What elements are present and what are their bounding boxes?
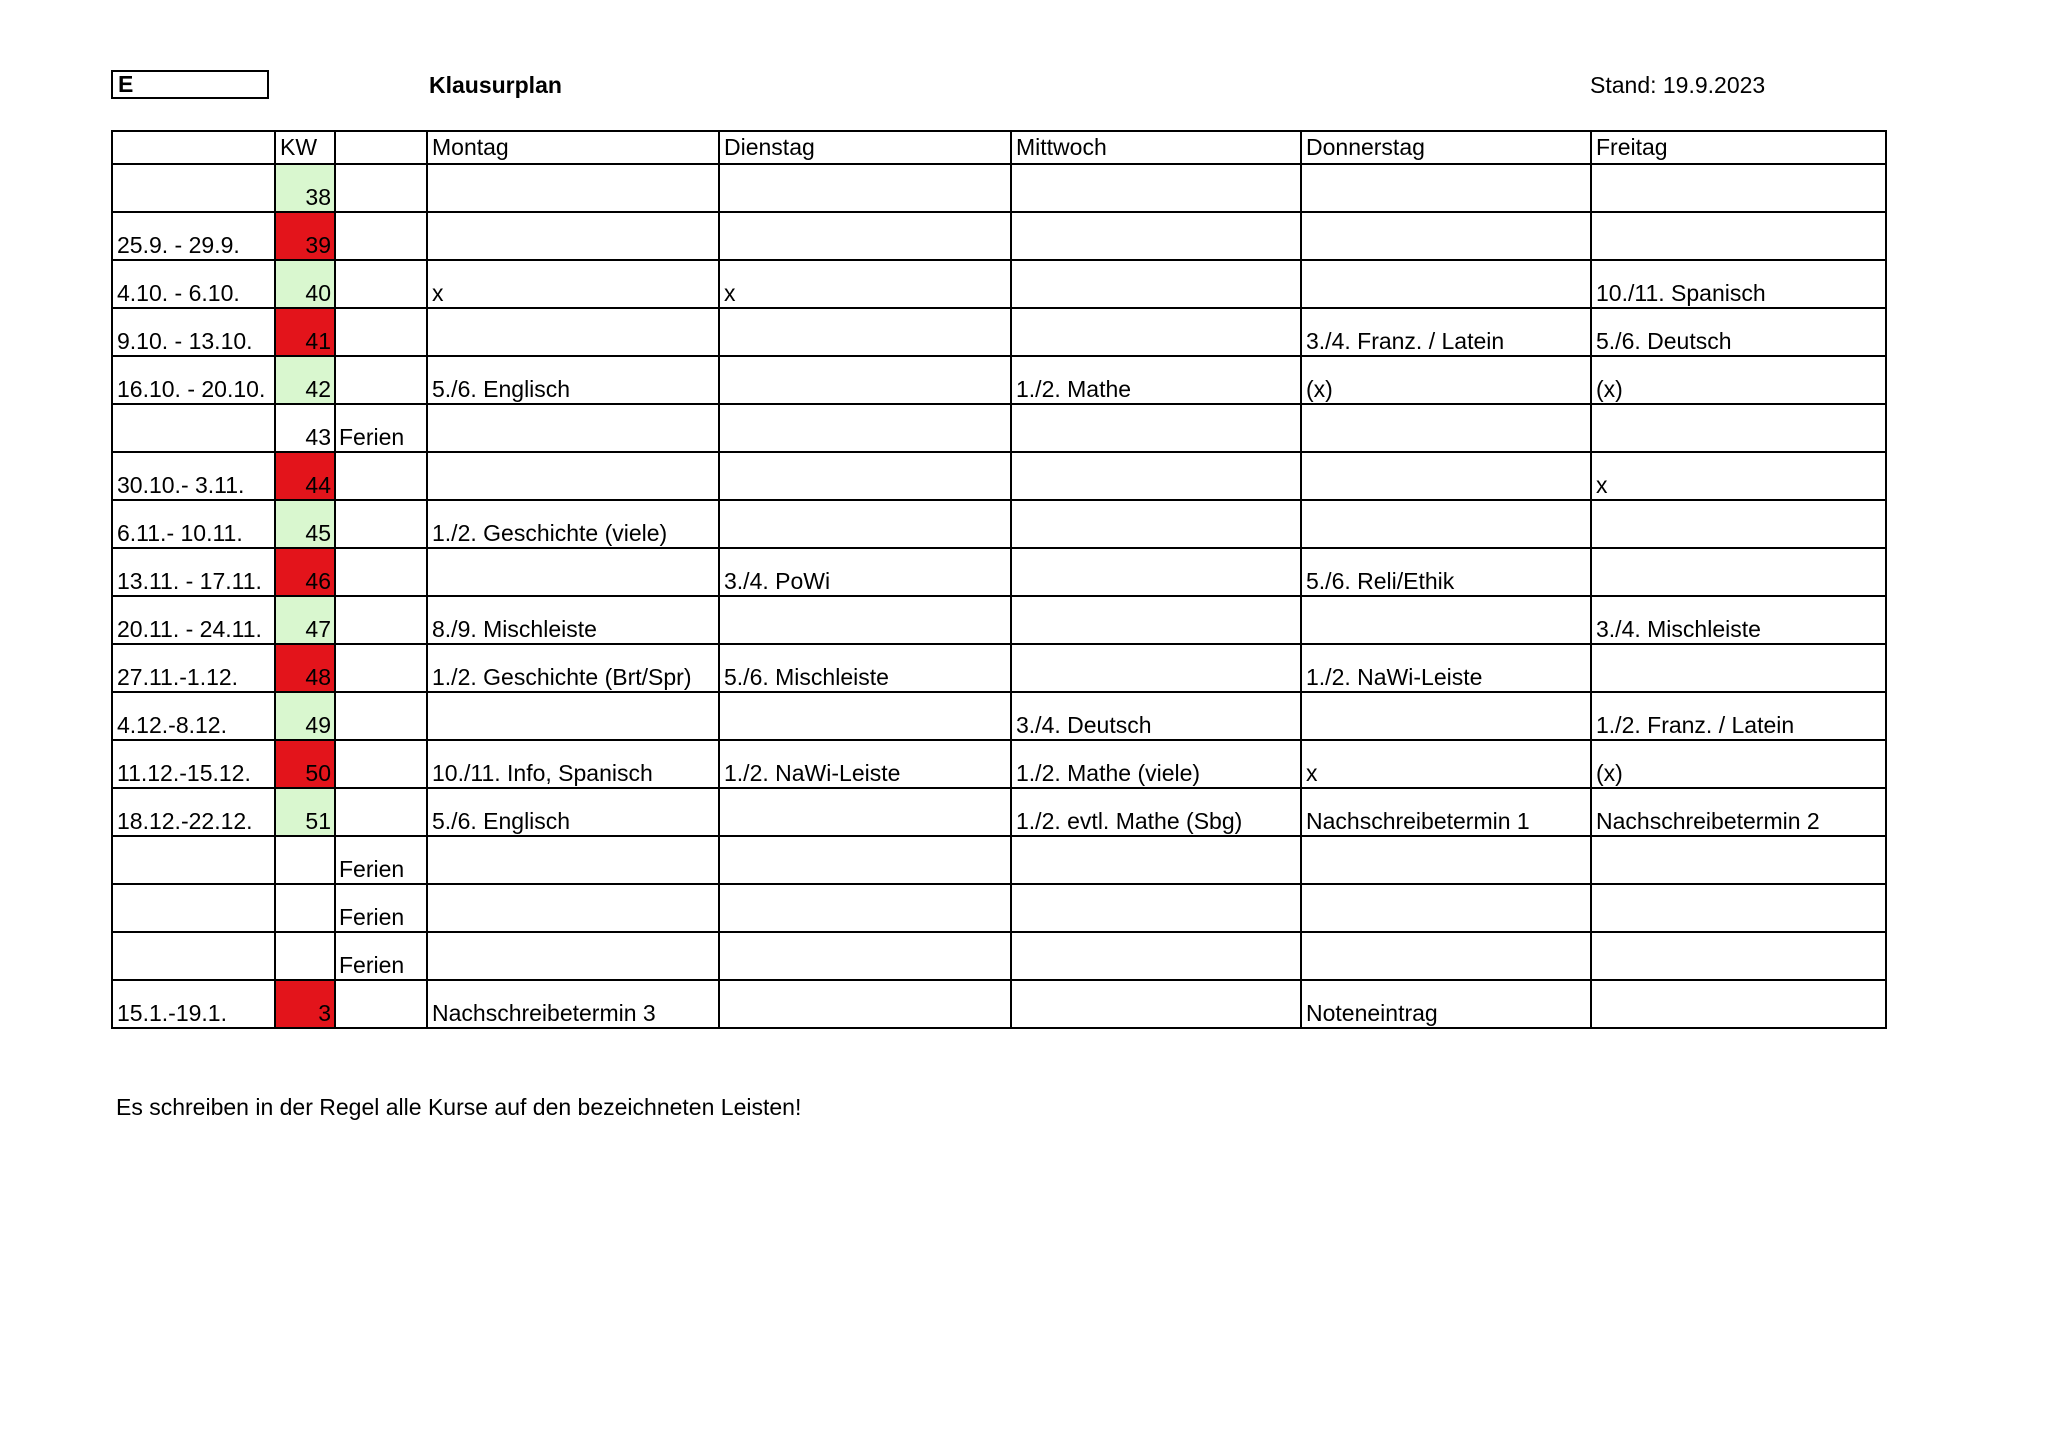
header-thursday: Donnerstag [1301, 131, 1591, 164]
note-cell: Ferien [335, 404, 427, 452]
thursday-cell: x [1301, 740, 1591, 788]
thursday-cell: (x) [1301, 356, 1591, 404]
friday-cell: 3./4. Mischleiste [1591, 596, 1886, 644]
note-cell: Ferien [335, 884, 427, 932]
exam-schedule-table [111, 130, 1887, 1029]
tuesday-cell [719, 692, 1011, 740]
friday-cell [1591, 164, 1886, 212]
tuesday-cell [719, 404, 1011, 452]
tuesday-cell: 1./2. NaWi-Leiste [719, 740, 1011, 788]
calendar-week-cell: 47 [275, 596, 335, 644]
date-range-cell [112, 932, 275, 980]
friday-cell [1591, 644, 1886, 692]
thursday-cell [1301, 836, 1591, 884]
note-cell [335, 788, 427, 836]
monday-cell: x [427, 260, 719, 308]
thursday-cell [1301, 500, 1591, 548]
date-range-cell: 16.10. - 20.10. [112, 356, 275, 404]
table-row [112, 404, 1886, 452]
monday-cell: 5./6. Englisch [427, 788, 719, 836]
table-row [112, 836, 1886, 884]
friday-cell [1591, 548, 1886, 596]
thursday-cell [1301, 884, 1591, 932]
thursday-cell [1301, 404, 1591, 452]
tuesday-cell [719, 356, 1011, 404]
note-cell [335, 500, 427, 548]
wednesday-cell [1011, 308, 1301, 356]
date-range-cell: 27.11.-1.12. [112, 644, 275, 692]
document-title: Klausurplan [429, 72, 562, 98]
friday-cell [1591, 932, 1886, 980]
calendar-week-cell: 50 [275, 740, 335, 788]
revision-date: Stand: 19.9.2023 [1590, 72, 1766, 98]
date-range-cell [112, 404, 275, 452]
calendar-week-cell: 38 [275, 164, 335, 212]
date-range-cell [112, 836, 275, 884]
date-range-cell: 25.9. - 29.9. [112, 212, 275, 260]
date-range-cell: 9.10. - 13.10. [112, 308, 275, 356]
tuesday-cell [719, 980, 1011, 1028]
header-kw: KW [275, 131, 335, 164]
date-range-cell: 4.10. - 6.10. [112, 260, 275, 308]
thursday-cell: 3./4. Franz. / Latein [1301, 308, 1591, 356]
calendar-week-cell: 43 [275, 404, 335, 452]
thursday-cell [1301, 212, 1591, 260]
note-cell [335, 452, 427, 500]
note-cell [335, 308, 427, 356]
tuesday-cell [719, 596, 1011, 644]
friday-cell: 1./2. Franz. / Latein [1591, 692, 1886, 740]
friday-cell: Nachschreibetermin 2 [1591, 788, 1886, 836]
note-cell [335, 692, 427, 740]
wednesday-cell [1011, 500, 1301, 548]
note-cell [335, 740, 427, 788]
friday-cell: (x) [1591, 356, 1886, 404]
note-cell [335, 212, 427, 260]
friday-cell: x [1591, 452, 1886, 500]
friday-cell: (x) [1591, 740, 1886, 788]
header-note [335, 131, 427, 164]
date-range-cell [112, 884, 275, 932]
table-row [112, 596, 1886, 644]
wednesday-cell [1011, 932, 1301, 980]
calendar-week-cell: 42 [275, 356, 335, 404]
wednesday-cell: 3./4. Deutsch [1011, 692, 1301, 740]
tuesday-cell [719, 932, 1011, 980]
wednesday-cell: 1./2. Mathe [1011, 356, 1301, 404]
table-row [112, 260, 1886, 308]
calendar-week-cell: 45 [275, 500, 335, 548]
calendar-week-cell: 40 [275, 260, 335, 308]
monday-cell: 8./9. Mischleiste [427, 596, 719, 644]
calendar-week-cell: 51 [275, 788, 335, 836]
table-row [112, 356, 1886, 404]
tuesday-cell: 5./6. Mischleiste [719, 644, 1011, 692]
tuesday-cell [719, 452, 1011, 500]
calendar-week-cell: 49 [275, 692, 335, 740]
friday-cell [1591, 884, 1886, 932]
wednesday-cell [1011, 596, 1301, 644]
friday-cell [1591, 212, 1886, 260]
thursday-cell: Noteneintrag [1301, 980, 1591, 1028]
thursday-cell [1301, 692, 1591, 740]
friday-cell: 10./11. Spanisch [1591, 260, 1886, 308]
table-row [112, 500, 1886, 548]
note-cell [335, 356, 427, 404]
header-dates [112, 131, 275, 164]
date-range-cell: 18.12.-22.12. [112, 788, 275, 836]
wednesday-cell: 1./2. evtl. Mathe (Sbg) [1011, 788, 1301, 836]
note-cell [335, 596, 427, 644]
wednesday-cell [1011, 884, 1301, 932]
friday-cell: 5./6. Deutsch [1591, 308, 1886, 356]
table-row [112, 788, 1886, 836]
tuesday-cell [719, 500, 1011, 548]
tuesday-cell [719, 836, 1011, 884]
calendar-week-cell [275, 932, 335, 980]
header-tuesday: Dienstag [719, 131, 1011, 164]
tuesday-cell [719, 164, 1011, 212]
wednesday-cell [1011, 260, 1301, 308]
friday-cell [1591, 500, 1886, 548]
monday-cell [427, 164, 719, 212]
date-range-cell: 20.11. - 24.11. [112, 596, 275, 644]
date-range-cell: 4.12.-8.12. [112, 692, 275, 740]
table-row [112, 548, 1886, 596]
footnote: Es schreiben in der Regel alle Kurse auf den bezeichneten Leisten! [116, 1094, 802, 1120]
wednesday-cell [1011, 548, 1301, 596]
monday-cell [427, 884, 719, 932]
date-range-cell: 6.11.- 10.11. [112, 500, 275, 548]
table-row [112, 884, 1886, 932]
monday-cell [427, 212, 719, 260]
monday-cell [427, 452, 719, 500]
table-row [112, 452, 1886, 500]
date-range-cell: 30.10.- 3.11. [112, 452, 275, 500]
thursday-cell [1301, 452, 1591, 500]
monday-cell: 10./11. Info, Spanisch [427, 740, 719, 788]
note-cell [335, 260, 427, 308]
monday-cell [427, 836, 719, 884]
monday-cell [427, 404, 719, 452]
note-cell [335, 164, 427, 212]
calendar-week-cell: 44 [275, 452, 335, 500]
note-cell: Ferien [335, 932, 427, 980]
table-row [112, 740, 1886, 788]
table-row [112, 692, 1886, 740]
date-range-cell: 15.1.-19.1. [112, 980, 275, 1028]
wednesday-cell [1011, 404, 1301, 452]
wednesday-cell [1011, 980, 1301, 1028]
table-row [112, 932, 1886, 980]
date-range-cell: 13.11. - 17.11. [112, 548, 275, 596]
calendar-week-cell: 46 [275, 548, 335, 596]
sheet-label-box: E [111, 70, 269, 99]
tuesday-cell [719, 788, 1011, 836]
wednesday-cell [1011, 644, 1301, 692]
note-cell [335, 644, 427, 692]
friday-cell [1591, 836, 1886, 884]
calendar-week-cell [275, 836, 335, 884]
wednesday-cell [1011, 452, 1301, 500]
thursday-cell: 1./2. NaWi-Leiste [1301, 644, 1591, 692]
table-row [112, 212, 1886, 260]
table-header-row [112, 131, 1886, 164]
monday-cell: 1./2. Geschichte (Brt/Spr) [427, 644, 719, 692]
header-wednesday: Mittwoch [1011, 131, 1301, 164]
friday-cell [1591, 404, 1886, 452]
header-monday: Montag [427, 131, 719, 164]
note-cell [335, 548, 427, 596]
monday-cell: 5./6. Englisch [427, 356, 719, 404]
table-row [112, 644, 1886, 692]
thursday-cell [1301, 260, 1591, 308]
date-range-cell: 11.12.-15.12. [112, 740, 275, 788]
thursday-cell: Nachschreibetermin 1 [1301, 788, 1591, 836]
thursday-cell [1301, 596, 1591, 644]
table-row [112, 308, 1886, 356]
note-cell: Ferien [335, 836, 427, 884]
friday-cell [1591, 980, 1886, 1028]
thursday-cell: 5./6. Reli/Ethik [1301, 548, 1591, 596]
date-range-cell [112, 164, 275, 212]
tuesday-cell [719, 212, 1011, 260]
calendar-week-cell: 48 [275, 644, 335, 692]
wednesday-cell [1011, 212, 1301, 260]
monday-cell [427, 308, 719, 356]
wednesday-cell [1011, 836, 1301, 884]
header-friday: Freitag [1591, 131, 1886, 164]
note-cell [335, 980, 427, 1028]
monday-cell: 1./2. Geschichte (viele) [427, 500, 719, 548]
calendar-week-cell: 39 [275, 212, 335, 260]
wednesday-cell [1011, 164, 1301, 212]
monday-cell: Nachschreibetermin 3 [427, 980, 719, 1028]
monday-cell [427, 932, 719, 980]
wednesday-cell: 1./2. Mathe (viele) [1011, 740, 1301, 788]
monday-cell [427, 548, 719, 596]
tuesday-cell: x [719, 260, 1011, 308]
calendar-week-cell: 3 [275, 980, 335, 1028]
table-row [112, 980, 1886, 1028]
monday-cell [427, 692, 719, 740]
thursday-cell [1301, 932, 1591, 980]
thursday-cell [1301, 164, 1591, 212]
tuesday-cell [719, 308, 1011, 356]
tuesday-cell [719, 884, 1011, 932]
calendar-week-cell: 41 [275, 308, 335, 356]
calendar-week-cell [275, 884, 335, 932]
tuesday-cell: 3./4. PoWi [719, 548, 1011, 596]
table-row [112, 164, 1886, 212]
